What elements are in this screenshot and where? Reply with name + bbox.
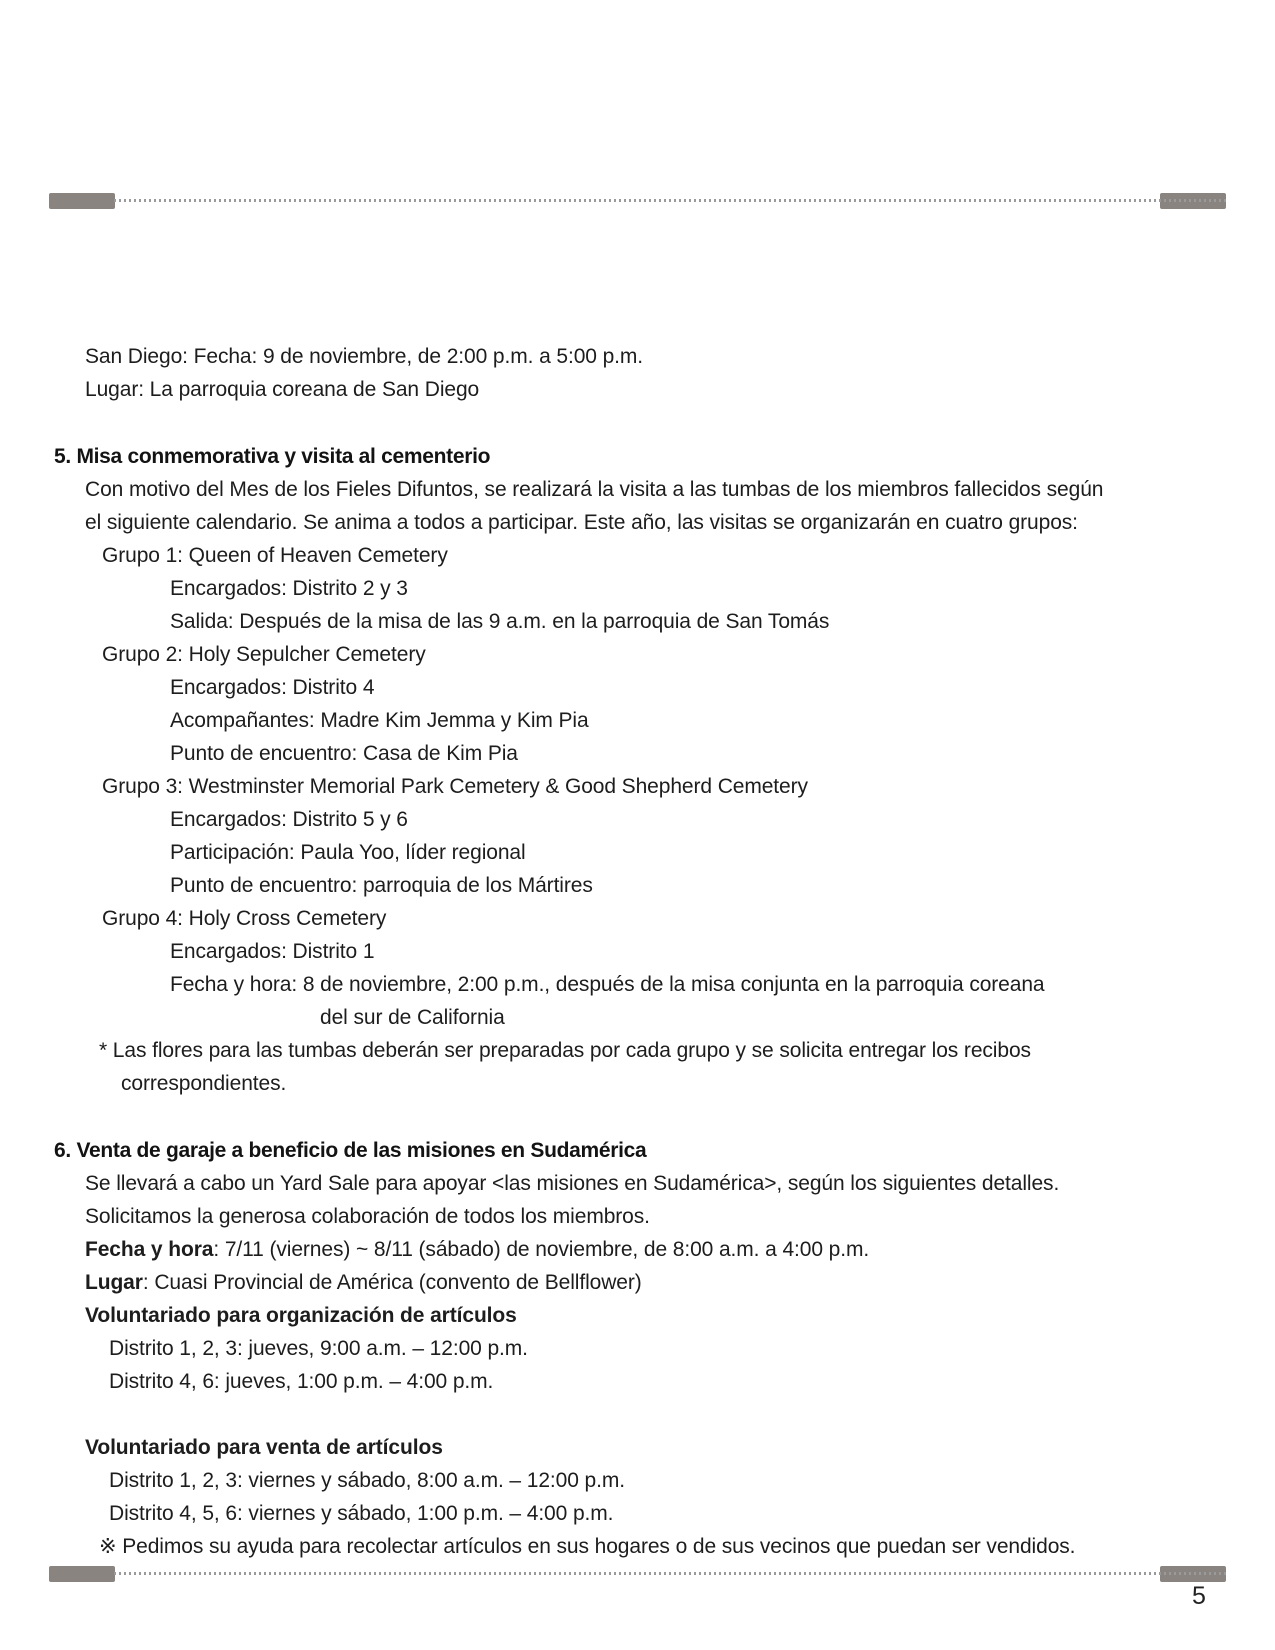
fecha-hora-value: : 7/11 (viernes) ~ 8/11 (sábado) de noviembre, de 8:00 a.m. a 4:00 p.m.: [213, 1238, 870, 1261]
group-detail: Fecha y hora: 8 de noviembre, 2:00 p.m., después de la misa conjunta en la parroquia coreana: [170, 973, 1045, 996]
lugar-value: : Cuasi Provincial de América (convento de Bellflower): [142, 1271, 642, 1294]
volunteer-sale-heading: Voluntariado para venta de artículos: [85, 1436, 443, 1459]
group-detail: Salida: Después de la misa de las 9 a.m. en la parroquia de San Tomás: [170, 610, 830, 633]
volunteer-org-line: Distrito 4, 6: jueves, 1:00 p.m. – 4:00 p.m.: [109, 1370, 494, 1393]
section-5-heading: 5. Misa conmemorativa y visita al cementerio: [54, 445, 491, 468]
section-6-body-line: Se llevará a cabo un Yard Sale para apoyar <las misiones en Sudamérica>, según los siguientes detalles.: [85, 1172, 1060, 1195]
volunteer-sale-line: Distrito 4, 5, 6: viernes y sábado, 1:00 p.m. – 4:00 p.m.: [109, 1502, 614, 1525]
group-title: Grupo 2: Holy Sepulcher Cemetery: [102, 643, 426, 666]
section-6-body-line: Solicitamos la generosa colaboración de todos los miembros.: [85, 1205, 650, 1228]
group-title: Grupo 3: Westminster Memorial Park Cemetery & Good Shepherd Cemetery: [102, 775, 808, 798]
section-6-heading: 6. Venta de garaje a beneficio de las misiones en Sudamérica: [54, 1139, 647, 1162]
group-detail: Encargados: Distrito 1: [170, 940, 375, 963]
group-detail: Encargados: Distrito 5 y 6: [170, 808, 408, 831]
volunteer-org-line: Distrito 1, 2, 3: jueves, 9:00 a.m. – 12:00 p.m.: [109, 1337, 528, 1360]
volunteer-org-heading: Voluntariado para organización de artículos: [85, 1304, 517, 1327]
group-detail-continuation: del sur de California: [320, 1006, 505, 1029]
fecha-hora-line: [0, 1233, 1275, 1266]
page-number: 5: [1192, 1582, 1206, 1610]
top-divider: [0, 192, 1275, 212]
section-5-note-line: correspondientes.: [121, 1072, 287, 1095]
section-5-note-line: * Las flores para las tumbas deberán ser preparadas por cada grupo y se solicita entregar los recibos: [99, 1039, 1031, 1062]
fecha-hora-label: Fecha y hora: [85, 1238, 214, 1261]
group-detail: Encargados: Distrito 2 y 3: [170, 577, 408, 600]
group-title: Grupo 4: Holy Cross Cemetery: [102, 907, 387, 930]
lugar-line: [0, 1266, 1275, 1299]
document-body: [0, 340, 1275, 1563]
lugar-label: Lugar: [85, 1271, 143, 1294]
divider-dotted-line: [114, 199, 1227, 202]
section-6-note: ※ Pedimos su ayuda para recolectar artículos en sus hogares o de sus vecinos que puedan ser vendidos.: [99, 1535, 1076, 1558]
group-detail: Acompañantes: Madre Kim Jemma y Kim Pia: [170, 709, 589, 732]
section-5-intro-line: Con motivo del Mes de los Fieles Difuntos, se realizará la visita a las tumbas de los miembros fallecidos según: [85, 478, 1104, 501]
group-title: Grupo 1: Queen of Heaven Cemetery: [102, 544, 448, 567]
divider-dotted-line: [114, 1572, 1227, 1575]
divider-cap-left: [49, 1566, 115, 1582]
group-detail: Punto de encuentro: Casa de Kim Pia: [170, 742, 518, 765]
volunteer-sale-line: Distrito 1, 2, 3: viernes y sábado, 8:00 a.m. – 12:00 p.m.: [109, 1469, 625, 1492]
group-detail: Participación: Paula Yoo, líder regional: [170, 841, 526, 864]
bottom-divider: [0, 1565, 1275, 1585]
intro-line: Lugar: La parroquia coreana de San Diego: [85, 378, 480, 401]
group-detail: Punto de encuentro: parroquia de los Mártires: [170, 874, 593, 897]
divider-cap-left: [49, 193, 115, 209]
group-detail: Encargados: Distrito 4: [170, 676, 375, 699]
intro-line: San Diego: Fecha: 9 de noviembre, de 2:00 p.m. a 5:00 p.m.: [85, 345, 644, 368]
section-5-intro-line: el siguiente calendario. Se anima a todos a participar. Este año, las visitas se organizarán en cuatro grupos:: [85, 511, 1078, 534]
